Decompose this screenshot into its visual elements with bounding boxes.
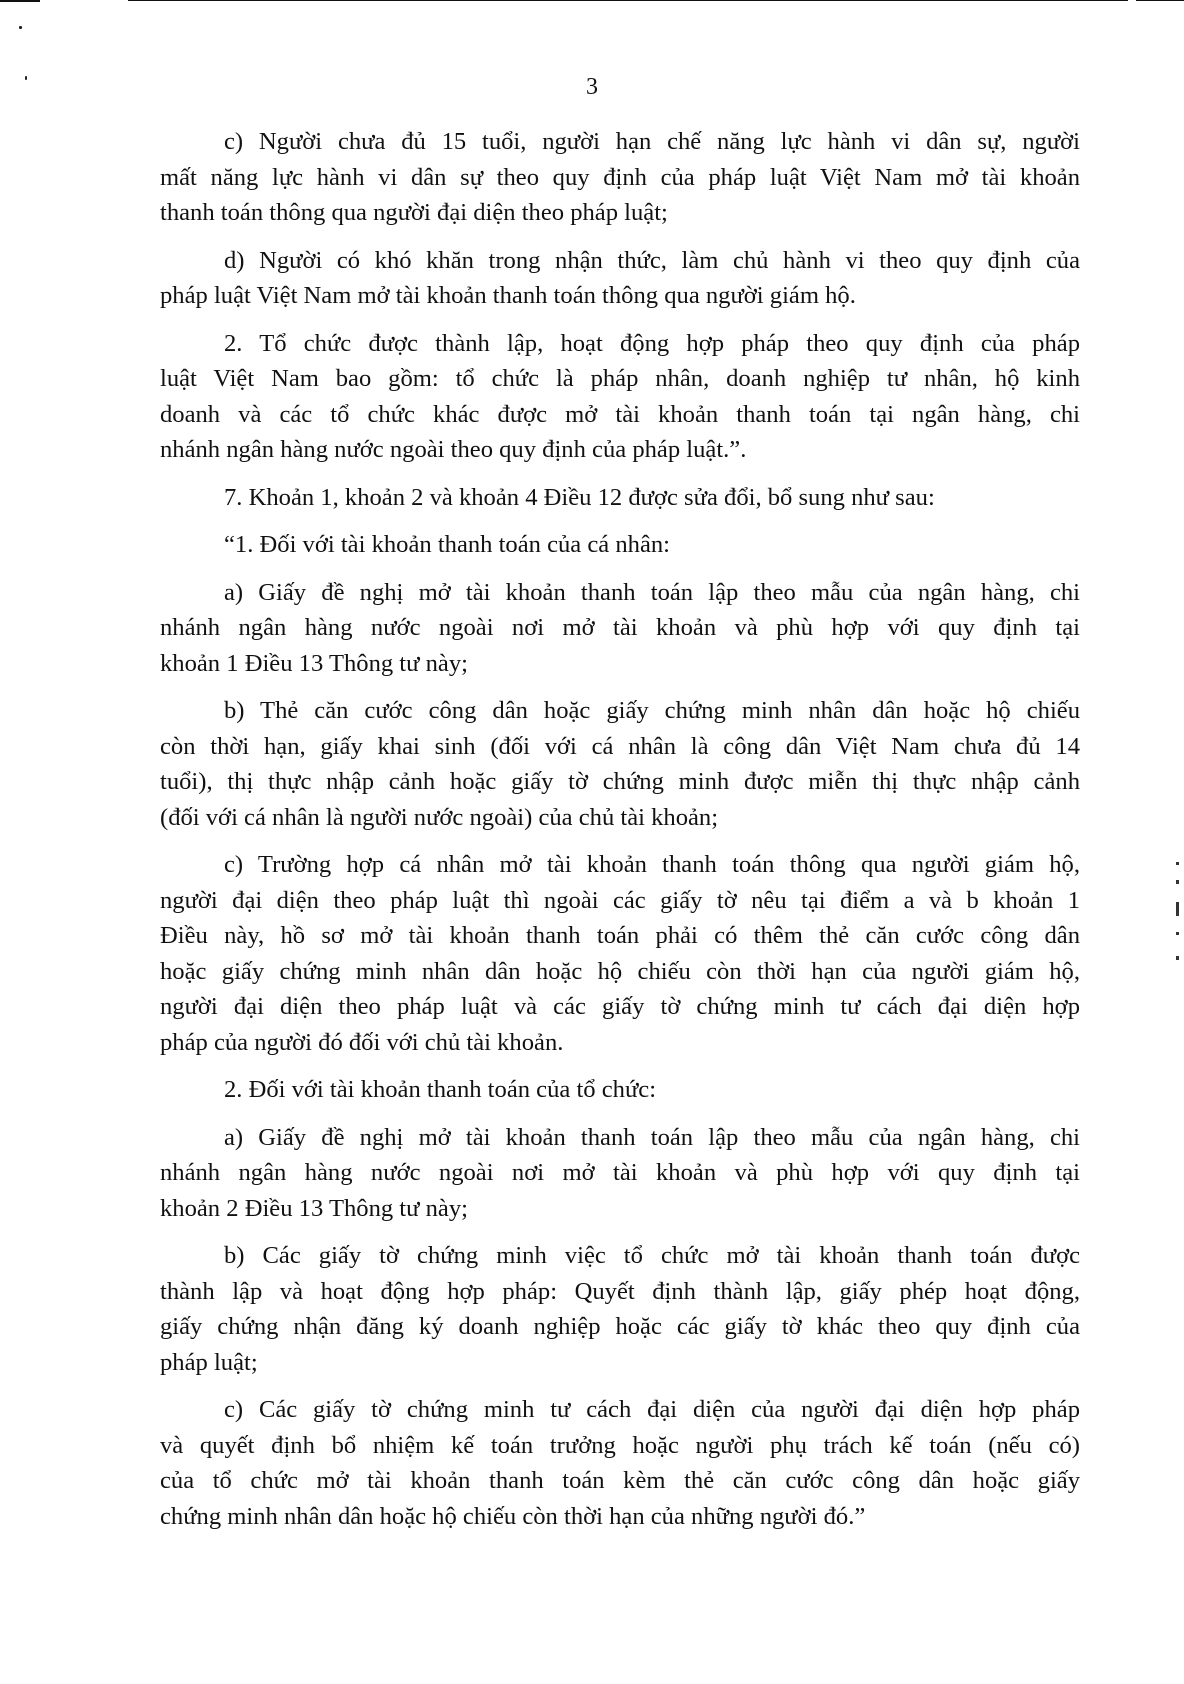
- paragraph-7-amendment: [160, 480, 1080, 516]
- text-line: pháp luật Việt Nam mở tài khoản thanh toán thông qua người giám hộ.: [160, 282, 856, 309]
- text-line: nhánh ngân hàng nước ngoài nơi mở tài khoản và phù hợp với quy định tại: [160, 1159, 1080, 1186]
- text-line: doanh và các tổ chức khác được mở tài khoản thanh toán tại ngân hàng, chi: [160, 400, 1080, 428]
- text-line: c) Trường hợp cá nhân mở tài khoản thanh toán thông qua người giám hộ,: [224, 851, 1080, 878]
- paragraph-1c: [160, 847, 1080, 1060]
- text-line: b) Thẻ căn cước công dân hoặc giấy chứng minh nhân dân hoặc hộ chiếu: [224, 697, 1080, 724]
- text-line: chứng minh nhân dân hoặc hộ chiếu còn thời hạn của những người đó.”: [160, 1502, 866, 1530]
- paragraph-c-minor: [160, 124, 1080, 231]
- text-line: khoản 2 Điều 13 Thông tư này;: [160, 1194, 468, 1222]
- text-line: và quyết định bổ nhiệm kế toán trưởng hoặc người phụ trách kế toán (nếu có): [160, 1431, 1080, 1459]
- text-line: 2. Đối với tài khoản thanh toán của tổ chức:: [224, 1076, 657, 1103]
- text-line: của tổ chức mở tài khoản thanh toán kèm thẻ căn cước công dân hoặc giấy: [160, 1467, 1080, 1494]
- text-line: nhánh ngân hàng nước ngoài nơi mở tài khoản và phù hợp với quy định tại: [160, 614, 1080, 641]
- paragraph-1b: [160, 693, 1080, 835]
- text-line: b) Các giấy tờ chứng minh việc tổ chức mở tài khoản thanh toán được: [224, 1242, 1080, 1269]
- text-line: nhánh ngân hàng nước ngoài theo quy định của pháp luật.”.: [160, 436, 747, 463]
- margin-marks: [1176, 862, 1180, 962]
- paragraph-2b: [160, 1238, 1080, 1380]
- paragraph-2-organization-heading: [160, 1072, 1080, 1108]
- text-line: luật Việt Nam bao gồm: tổ chức là pháp nhân, doanh nghiệp tư nhân, hộ kinh: [160, 365, 1080, 392]
- paragraph-d-guardian: [160, 243, 1080, 314]
- scan-top-rule-left: [0, 0, 40, 2]
- text-line: 7. Khoản 1, khoản 2 và khoản 4 Điều 12 được sửa đổi, bổ sung như sau:: [224, 483, 935, 511]
- text-line: khoản 1 Điều 13 Thông tư này;: [160, 649, 468, 677]
- text-line: thành lập và hoạt động hợp pháp: Quyết định thành lập, giấy phép hoạt động,: [160, 1277, 1080, 1305]
- paragraph-2c: [160, 1392, 1080, 1534]
- page-number: 3: [586, 74, 598, 100]
- text-line: (đối với cá nhân là người nước ngoài) của chủ tài khoản;: [160, 803, 719, 831]
- text-line: giấy chứng nhận đăng ký doanh nghiệp hoặc các giấy tờ khác theo quy định của: [160, 1313, 1080, 1340]
- text-line: a) Giấy đề nghị mở tài khoản thanh toán lập theo mẫu của ngân hàng, chi: [224, 1123, 1080, 1151]
- scan-top-rule: [128, 0, 1128, 1]
- text-line: người đại diện theo pháp luật và các giấy tờ chứng minh tư cách đại diện hợp: [160, 993, 1080, 1020]
- paragraph-1a: [160, 575, 1080, 682]
- paragraph-1-individual-heading: [160, 527, 1080, 563]
- text-line: tuổi), thị thực nhập cảnh hoặc giấy tờ chứng minh được miễn thị thực nhập cảnh: [160, 768, 1080, 795]
- text-line: mất năng lực hành vi dân sự theo quy định của pháp luật Việt Nam mở tài khoản: [160, 163, 1080, 191]
- text-line: pháp của người đó đối với chủ tài khoản.: [160, 1028, 564, 1056]
- text-line: c) Các giấy tờ chứng minh tư cách đại diện của người đại diện hợp pháp: [224, 1396, 1080, 1423]
- text-line: người đại diện theo pháp luật thì ngoài các giấy tờ nêu tại điểm a và b khoản 1: [160, 886, 1080, 914]
- text-line: c) Người chưa đủ 15 tuổi, người hạn chế năng lực hành vi dân sự, người: [224, 128, 1080, 155]
- document-body: [160, 124, 1080, 1546]
- scan-top-rule-right: [1136, 0, 1184, 1]
- text-line: Điều này, hồ sơ mở tài khoản thanh toán phải có thêm thẻ căn cước công dân: [160, 922, 1080, 949]
- text-line: hoặc giấy chứng minh nhân dân hoặc hộ chiếu còn thời hạn của người giám hộ,: [160, 957, 1080, 985]
- text-line: d) Người có khó khăn trong nhận thức, làm chủ hành vi theo quy định của: [224, 246, 1080, 274]
- text-line: “1. Đối với tài khoản thanh toán của cá nhân:: [224, 531, 670, 558]
- text-line: 2. Tổ chức được thành lập, hoạt động hợp pháp theo quy định của pháp: [224, 329, 1080, 357]
- text-line: a) Giấy đề nghị mở tài khoản thanh toán lập theo mẫu của ngân hàng, chi: [224, 578, 1080, 606]
- paragraph-2-organization: [160, 326, 1080, 468]
- scan-speck: [19, 26, 22, 29]
- text-line: thanh toán thông qua người đại diện theo pháp luật;: [160, 199, 668, 226]
- text-line: pháp luật;: [160, 1348, 258, 1376]
- paragraph-2a: [160, 1120, 1080, 1227]
- text-line: còn thời hạn, giấy khai sinh (đối với cá nhân là công dân Việt Nam chưa đủ 14: [160, 732, 1080, 760]
